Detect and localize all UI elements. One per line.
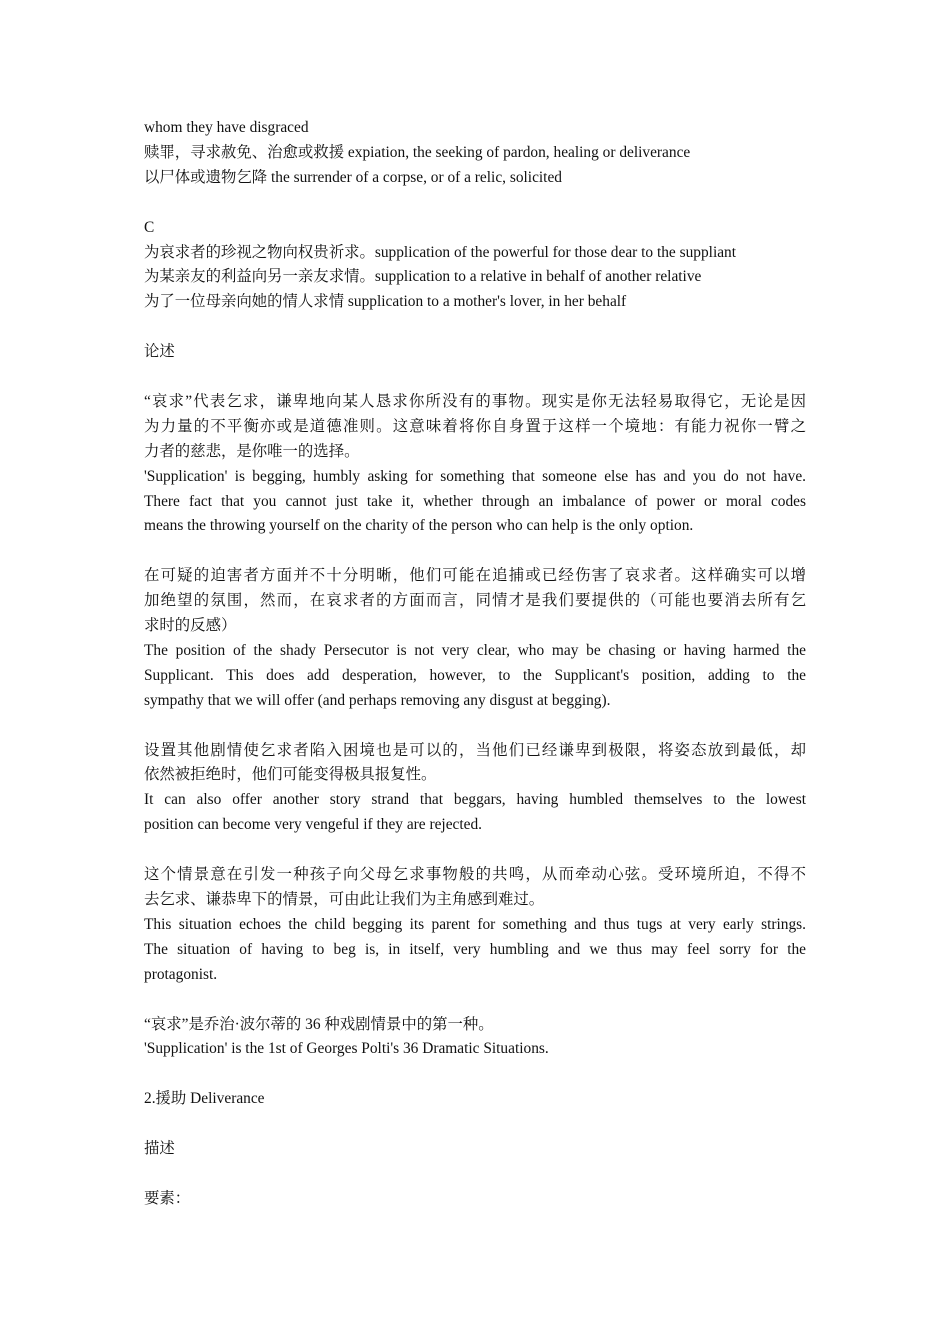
paragraph-line: 力者的慈悲，是你唯一的选择。 xyxy=(144,442,360,460)
paragraph-line: 'Supplication' is begging, humbly asking for something that someone else has and you do not have. xyxy=(144,467,806,485)
closing-zh: “哀求”是乔治·波尔蒂的 36 种戏剧情景中的第一种。 xyxy=(144,1015,494,1033)
elements-heading: 要素： xyxy=(144,1189,191,1207)
section-2-title: 2.援助 Deliverance xyxy=(144,1090,265,1108)
spacer xyxy=(144,365,806,390)
discussion-paragraph-3-zh xyxy=(144,739,806,789)
spacer xyxy=(144,1162,806,1187)
paragraph-line: 为力量的不平衡亦或是道德准则。这意味着将你自身置于这样一个境地：有能力祝你一臂之 xyxy=(144,417,806,435)
section-c-line: 为某亲友的利益向另一亲友求情。supplication to a relative in behalf of another relative xyxy=(144,268,702,286)
discussion-paragraph-2-zh xyxy=(144,564,806,639)
spacer xyxy=(144,714,806,739)
paragraph-line: position can become very vengeful if they are rejected. xyxy=(144,816,483,834)
paragraph-line: 求时的反感） xyxy=(144,617,237,635)
spacer xyxy=(144,191,806,216)
discussion-paragraph-3-en xyxy=(144,788,806,838)
paragraph-line: protagonist. xyxy=(144,965,218,983)
intro-line: whom they have disgraced xyxy=(144,119,309,136)
paragraph-line: The situation of having to beg is, in itself, very humbling and we thus may feel sorry for the xyxy=(144,940,806,958)
discussion-heading: 论述 xyxy=(144,343,175,361)
spacer xyxy=(144,838,806,863)
document-body xyxy=(144,116,806,1212)
paragraph-line: This situation echoes the child begging its parent for something and thus tugs at very early strings. xyxy=(144,915,806,933)
section-c-line: 为了一位母亲向她的情人求情 supplication to a mother's lover, in her behalf xyxy=(144,293,627,311)
paragraph-line: “哀求”代表乞求，谦卑地向某人恳求你所没有的事物。现实是你无法轻易取得它，无论是因 xyxy=(144,392,806,410)
paragraph-line: 加绝望的氛围，然而，在哀求者的方面而言，同情才是我们要提供的（可能也要消去所有乞 xyxy=(144,592,806,610)
paragraph-line: 设置其他剧情使乞求者陷入困境也是可以的，当他们已经谦卑到极限，将姿态放到最低，却 xyxy=(144,741,806,759)
description-heading: 描述 xyxy=(144,1140,175,1158)
paragraph-line: means the throwing yourself on the charity of the person who can help is the only option. xyxy=(144,517,694,535)
spacer xyxy=(144,988,806,1013)
spacer xyxy=(144,1112,806,1137)
paragraph-line: 在可疑的迫害者方面并不十分明晰，他们可能在追捕或已经伤害了哀求者。这样确实可以增 xyxy=(144,567,806,585)
paragraph-line: 依然被拒绝时，他们可能变得极具报复性。 xyxy=(144,766,437,784)
intro-line: 赎罪，寻求赦免、治愈或救援 expiation, the seeking of pardon, healing or deliverance xyxy=(144,143,691,161)
discussion-paragraph-1-zh xyxy=(144,390,806,465)
section-c-heading: C xyxy=(144,218,155,236)
discussion-paragraph-2-en xyxy=(144,639,806,714)
discussion-paragraph-4-zh xyxy=(144,863,806,913)
paragraph-line: 这个情景意在引发一种孩子向父母乞求事物般的共鸣，从而牵动心弦。受环境所迫，不得不 xyxy=(144,866,806,884)
spacer xyxy=(144,539,806,564)
discussion-paragraph-1-en xyxy=(144,465,806,540)
paragraph-line: The position of the shady Persecutor is not very clear, who may be chasing or having harmed the xyxy=(144,641,806,659)
intro-line: 以尸体或遗物乞降 the surrender of a corpse, or of a relic, solicited xyxy=(144,168,562,186)
discussion-paragraph-4-en xyxy=(144,913,806,988)
paragraph-line: 去乞求、谦恭卑下的情景，可由此让我们为主角感到难过。 xyxy=(144,891,545,908)
spacer xyxy=(144,315,806,340)
spacer xyxy=(144,1062,806,1087)
paragraph-line: Supplicant. This does add desperation, however, to the Supplicant's position, adding to the xyxy=(144,666,806,684)
paragraph-line: sympathy that we will offer (and perhaps removing any disgust at begging). xyxy=(144,691,611,709)
closing-en: 'Supplication' is the 1st of Georges Polti's 36 Dramatic Situations. xyxy=(144,1040,549,1058)
paragraph-line: It can also offer another story strand that beggars, having humbled themselves to the lowest xyxy=(144,791,806,809)
section-c-line: 为哀求者的珍视之物向权贵祈求。supplication of the powerful for those dear to the suppliant xyxy=(144,243,737,261)
paragraph-line: There fact that you cannot just take it, whether through an imbalance of power or moral codes xyxy=(144,492,806,510)
